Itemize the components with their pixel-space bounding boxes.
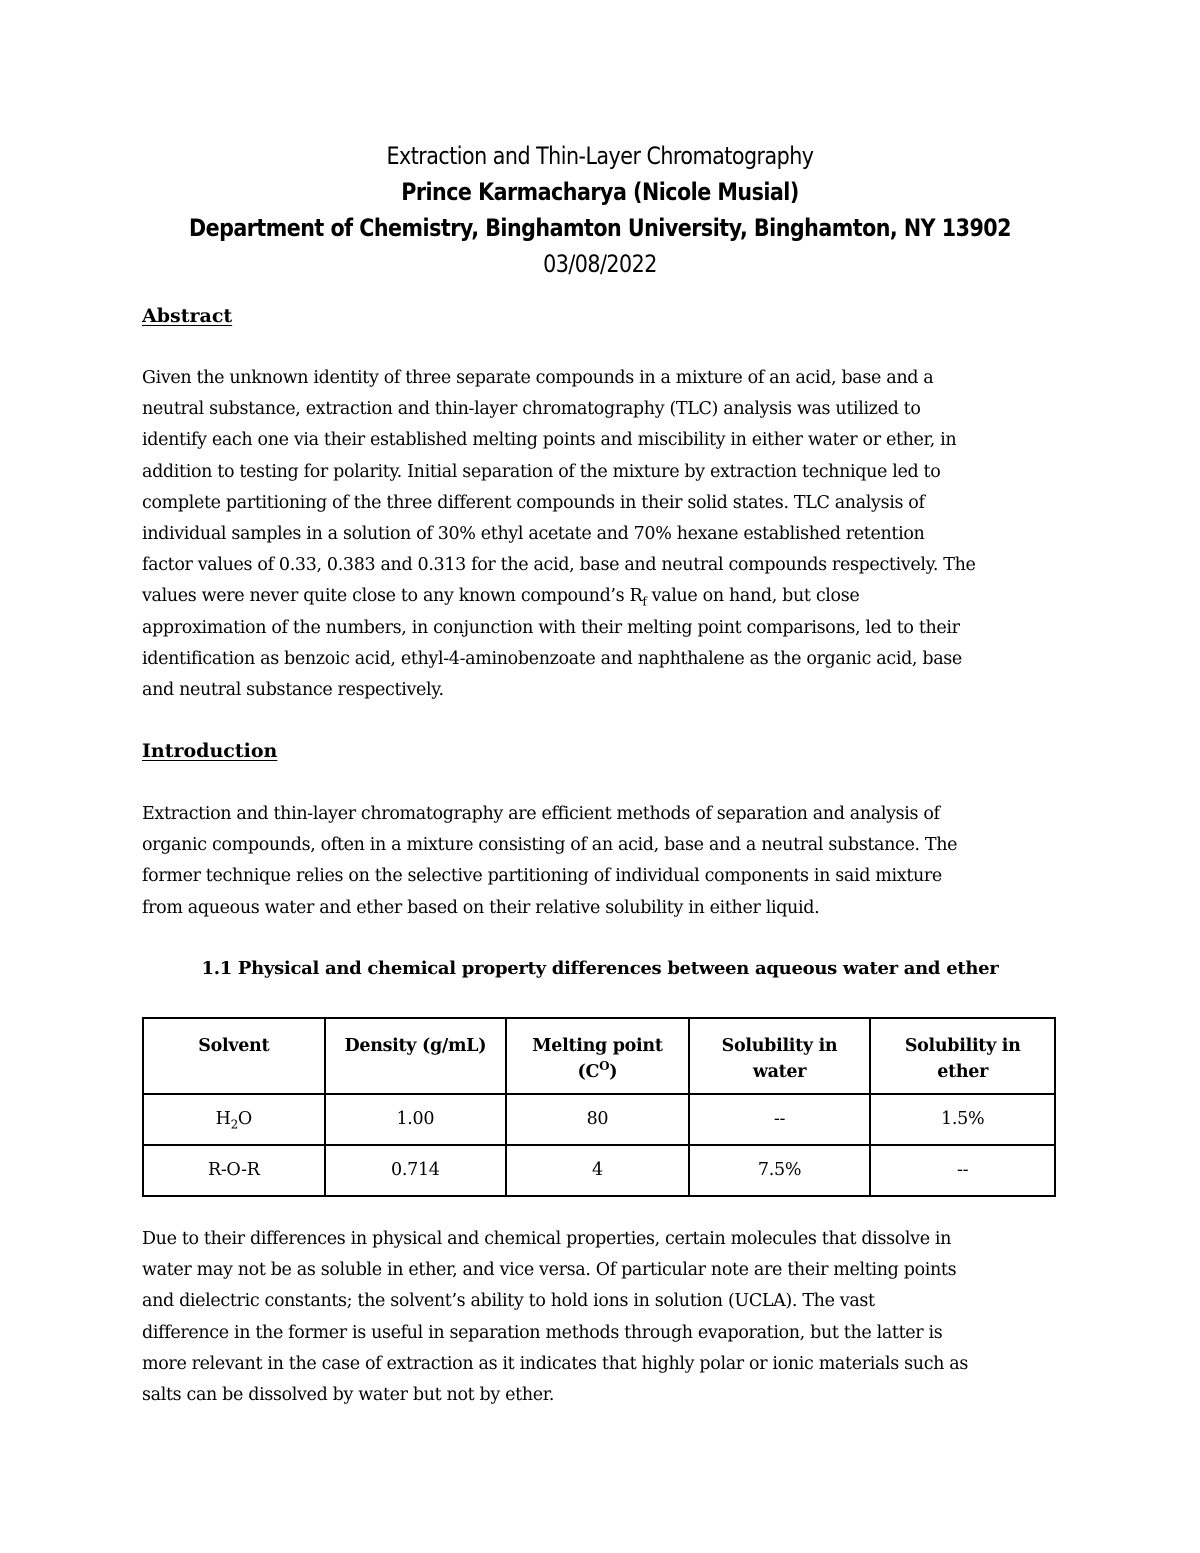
table-header-row [143, 1018, 1055, 1094]
rf-subscript: f [642, 594, 647, 609]
table-caption: 1.1 Physical and chemical property differences between aqueous water and ether [201, 958, 999, 979]
header-melting-unit-post: ) [609, 1062, 618, 1082]
discussion-line: and dielectric constants; the solvent’s ability to hold ions in solution (UCLA). The vast [142, 1291, 875, 1312]
abstract-line: and neutral substance respectively. [142, 680, 444, 701]
cell-solubility-ether: -- [870, 1145, 1055, 1196]
document-header [0, 138, 1200, 282]
discussion-line: water may not be as soluble in ether, and vice versa. Of particular note are their melting points [142, 1260, 957, 1281]
abstract-line-rf [142, 581, 1072, 612]
introduction-heading: Introduction [142, 740, 278, 762]
cell-solubility-water: -- [689, 1094, 871, 1145]
abstract-line: identify each one via their established melting points and miscibility in either water or ether, in [142, 430, 957, 451]
header-melting-unit-pre: (C [577, 1062, 600, 1082]
cell-density: 0.714 [325, 1145, 507, 1196]
header-sol-water-line2: water [752, 1062, 807, 1082]
header-solvent: Solvent [143, 1018, 325, 1094]
cell-solubility-water: 7.5% [689, 1145, 871, 1196]
introduction-line: former technique relies on the selective partitioning of individual components in said mixture [142, 866, 942, 887]
cell-density: 1.00 [325, 1094, 507, 1145]
cell-solvent [143, 1094, 325, 1145]
cell-melting-point: 80 [506, 1094, 689, 1145]
rf-text-after: value on hand, but close [646, 586, 860, 607]
header-sol-ether-line1: Solubility in [904, 1036, 1021, 1056]
header-solubility-water [689, 1018, 871, 1094]
solvent-text-post: O [237, 1109, 252, 1129]
header-sol-ether-line2: ether [937, 1062, 989, 1082]
abstract-line: identification as benzoic acid, ethyl-4-aminobenzoate and naphthalene as the organic acid, base [142, 648, 962, 669]
table-row [143, 1094, 1055, 1145]
abstract-line: Given the unknown identity of three separate compounds in a mixture of an acid, base and a [142, 368, 934, 388]
abstract-line: individual samples in a solution of 30% ethyl acetate and 70% hexane established retention [142, 524, 925, 545]
property-table [142, 1017, 1056, 1197]
cell-melting-point: 4 [506, 1145, 689, 1196]
introduction-paragraph [142, 799, 1072, 924]
discussion-line: more relevant in the case of extraction as it indicates that highly polar or ionic materials such as [142, 1353, 968, 1374]
cell-solubility-ether: 1.5% [870, 1094, 1055, 1145]
introduction-line: Extraction and thin-layer chromatography are efficient methods of separation and analysis of [142, 804, 940, 824]
header-density: Density (g/mL) [325, 1018, 507, 1094]
discussion-line: Due to their differences in physical and chemical properties, certain molecules that dissolve in [142, 1229, 952, 1249]
document-department: Department of Chemistry, Binghamton University, Binghamton, NY 13902 [189, 214, 1011, 242]
document-author: Prince Karmacharya (Nicole Musial) [401, 178, 799, 206]
discussion-line: difference in the former is useful in separation methods through evaporation, but the latter is [142, 1322, 943, 1343]
solvent-subscript: 2 [230, 1117, 238, 1132]
abstract-line: addition to testing for polarity. Initial separation of the mixture by extraction technique led to [142, 461, 941, 482]
header-melting-line1: Melting point [532, 1036, 663, 1056]
header-melting-point [506, 1018, 689, 1094]
introduction-line: from aqueous water and ether based on their relative solubility in either liquid. [142, 897, 820, 918]
discussion-paragraph [142, 1224, 1072, 1411]
abstract-heading: Abstract [142, 305, 233, 327]
header-sol-water-line1: Solubility in [721, 1036, 838, 1056]
rf-text-before: values were never quite close to any known compound’s R [142, 586, 643, 607]
cell-solvent [143, 1145, 325, 1196]
introduction-line: organic compounds, often in a mixture consisting of an acid, base and a neutral substance. The [142, 835, 958, 856]
solvent-text: H [215, 1109, 231, 1129]
document-title: Extraction and Thin-Layer Chromatography [386, 142, 814, 170]
abstract-paragraph [142, 363, 1072, 706]
abstract-line: approximation of the numbers, in conjunction with their melting point comparisons, led to their [142, 617, 960, 638]
discussion-line: salts can be dissolved by water but not by ether. [142, 1385, 555, 1406]
abstract-line: neutral substance, extraction and thin-layer chromatography (TLC) analysis was utilized to [142, 399, 921, 420]
abstract-line: factor values of 0.33, 0.383 and 0.313 for the acid, base and neutral compounds respectively. The [142, 555, 976, 576]
header-solubility-ether [870, 1018, 1055, 1094]
solvent-text: R-O-R [207, 1160, 260, 1180]
abstract-line: complete partitioning of the three different compounds in their solid states. TLC analysis of [142, 492, 925, 513]
header-melting-unit-sup: O [599, 1059, 610, 1074]
table-row [143, 1145, 1055, 1196]
document-date: 03/08/2022 [543, 250, 657, 278]
